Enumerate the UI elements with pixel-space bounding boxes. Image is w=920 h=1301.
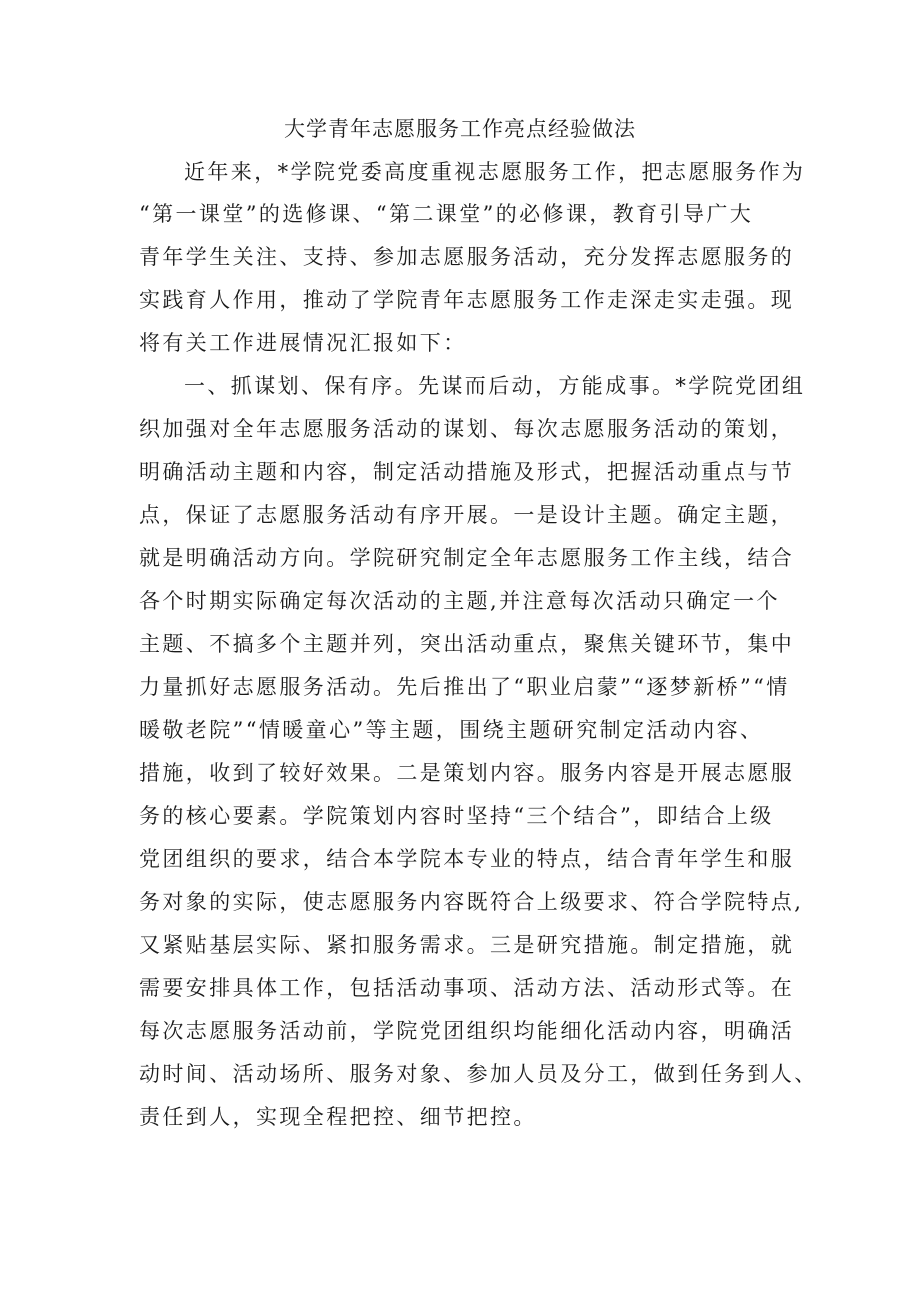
paragraph-line: 党团组织的要求，结合本学院本专业的特点，结合青年学生和服 — [139, 847, 795, 871]
paragraph-line: 责任到人，实现全程把控、细节把控。 — [139, 1105, 537, 1129]
paragraph-line: 每次志愿服务活动前，学院党团组织均能细化活动内容，明确活 — [139, 1019, 795, 1043]
paragraph-line: 务对象的实际，使志愿服务内容既符合上级要求、符合学院特点, — [139, 890, 804, 914]
paragraph-line: 需要安排具体工作，包括活动事项、活动方法、活动形式等。在 — [139, 976, 795, 1000]
paragraph-line: 点，保证了志愿服务活动有序开展。一是设计主题。确定主题， — [139, 503, 795, 527]
paragraph-line: 一、抓谋划、保有序。先谋而后动，方能成事。*学院党团组 — [184, 374, 806, 398]
paragraph-line: 动时间、活动场所、服务对象、参加人员及分工，做到任务到人、 — [139, 1062, 818, 1086]
paragraph-line: 措施，收到了较好效果。二是策划内容。服务内容是开展志愿服 — [139, 761, 795, 785]
paragraph-line: 主题、不搞多个主题并列，突出活动重点，聚焦关键环节，集中 — [139, 632, 795, 656]
paragraph-line: 青年学生关注、支持、参加志愿服务活动，充分发挥志愿服务的 — [139, 245, 795, 269]
paragraph-line: 将有关工作进展情况汇报如下： — [139, 331, 467, 355]
paragraph-line: 织加强对全年志愿服务活动的谋划、每次志愿服务活动的策划， — [139, 417, 795, 441]
paragraph-line: 各个时期实际确定每次活动的主题,并注意每次活动只确定一个 — [139, 589, 780, 613]
paragraph-line: 务的核心要素。学院策划内容时坚持“三个结合”，即结合上级 — [139, 804, 774, 828]
paragraph-line: 就是明确活动方向。学院研究制定全年志愿服务工作主线，结合 — [139, 546, 795, 570]
paragraph-line: 明确活动主题和内容，制定活动措施及形式，把握活动重点与节 — [139, 460, 795, 484]
paragraph-line: 又紧贴基层实际、紧扣服务需求。三是研究措施。制定措施，就 — [139, 933, 795, 957]
paragraph-line: 暖敬老院”“情暖童心”等主题，围绕主题研究制定活动内容、 — [139, 718, 764, 742]
paragraph-line: “第一课堂”的选修课、“第二课堂”的必修课，教育引导广大 — [139, 202, 754, 226]
paragraph-line: 实践育人作用，推动了学院青年志愿服务工作走深走实走强。现 — [139, 288, 795, 312]
document-title: 大学青年志愿服务工作亮点经验做法 — [284, 117, 636, 141]
paragraph-line: 近年来，*学院党委高度重视志愿服务工作，把志愿服务作为 — [184, 160, 806, 184]
paragraph-line: 力量抓好志愿服务活动。先后推出了“职业启蒙”“逐梦新桥”“情 — [139, 675, 790, 699]
